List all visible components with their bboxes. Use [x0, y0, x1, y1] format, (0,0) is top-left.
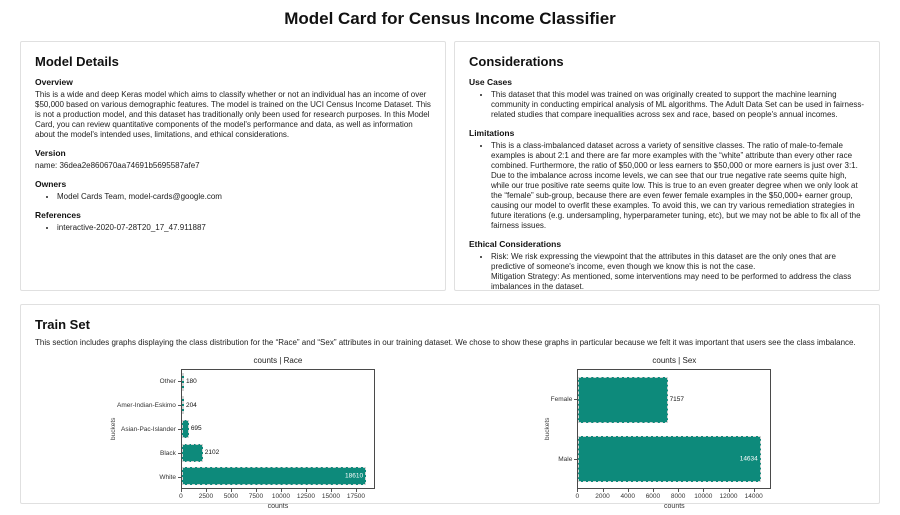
charts-row — [35, 355, 865, 510]
train-set-description: This section includes graphs displaying the class distribution for the “Race” and “Sex” attributes in our training dataset. We chose to show these graphs in particular because we felt it was important that users see the class imbalance. — [35, 338, 856, 347]
bar — [182, 396, 184, 414]
bullet-item — [491, 252, 865, 292]
chart-title: counts | Race — [253, 356, 303, 365]
bullet-line: • interactive-2020-07-28T20_17_47.911887 — [57, 223, 206, 232]
x-tick-label: 7500 — [248, 493, 264, 500]
considerations-title: Considerations — [469, 54, 564, 69]
subsection-heading: Use Cases — [469, 77, 513, 87]
x-axis-ticks — [577, 489, 771, 502]
bar-band — [182, 417, 374, 441]
chart-title: counts | Sex — [652, 356, 697, 365]
model-details-panel — [20, 41, 446, 291]
x-tick-label: 12500 — [296, 493, 315, 500]
bullet-line: • This dataset that this model was trained on was originally created to support the machine learning community in conducting empirical analysis of ML algorithms. The Adult Data Set can be used in fairness-related studies that compare inequalities across sex and race, based on people's annual incomes. — [491, 90, 865, 119]
subsection-heading: Overview — [35, 77, 73, 87]
train-set-title: Train Set — [35, 317, 90, 332]
plot-area — [577, 369, 771, 489]
bullet-item — [491, 141, 865, 231]
y-axis-category-labels — [551, 369, 578, 489]
x-tick-mark — [231, 489, 232, 492]
bullet-item — [57, 223, 431, 233]
category-label-row — [117, 417, 181, 441]
bullet-line: • This is a class-imbalanced dataset across a variety of sensitive classes. The ratio of male-to-female examples is about 2:1 and there are far more examples with the “white” attribute than every other race combined. Furthermore, the ratio of $50,000 or less earners to $50,000 or more earners is just over 3:1. Due to the imbalance across income levels, we can see that our true negative rate seems quite high, while our true positive rate seems quite low. This is true to an even greater degree when we only look at the “female” sub-group, because there are even fewer female examples in the $50,000+ earner group, causing our model to overfit these examples. To avoid this, we can try various remediation strategies in future iterations (e.g. undersampling, hyperparameter tuning, etc), but we may not be able to fix all of the fairness issues. — [491, 141, 861, 230]
category-label: Amer-Indian-Eskimo — [117, 401, 176, 409]
x-tick-mark — [653, 489, 654, 492]
bullet-item — [57, 192, 431, 202]
considerations-sections — [469, 77, 865, 292]
x-axis-ticks — [181, 489, 375, 502]
y-axis-label: buckets — [110, 417, 118, 441]
bullet-list — [35, 192, 431, 202]
x-tick-mark — [306, 489, 307, 492]
bar-band — [182, 370, 374, 394]
bar-band — [182, 394, 374, 418]
x-tick-label: 15000 — [321, 493, 340, 500]
chart-main — [577, 355, 771, 510]
bar-band — [578, 429, 770, 488]
bullet-list — [35, 223, 431, 233]
bar-value-label: 695 — [190, 425, 202, 433]
x-tick-label: 17500 — [346, 493, 365, 500]
category-label: Female — [550, 395, 573, 403]
bullet-list — [469, 141, 865, 231]
x-tick-mark — [678, 489, 679, 492]
bar-value-label: 7157 — [669, 396, 685, 403]
category-label-row — [117, 465, 181, 489]
x-tick-mark — [181, 489, 182, 492]
x-tick-label: 0 — [179, 493, 183, 500]
bar-value-label: 180 — [185, 378, 197, 386]
category-label-row — [117, 441, 181, 465]
bar-band — [182, 441, 374, 465]
category-label: White — [159, 473, 176, 481]
x-tick-mark — [356, 489, 357, 492]
x-axis-label: counts — [267, 503, 289, 510]
race-distribution-chart — [110, 355, 375, 510]
x-tick-mark — [703, 489, 704, 492]
bar-band — [182, 464, 374, 488]
subsection-heading: Ethical Considerations — [469, 239, 562, 249]
model-details-sections — [35, 77, 431, 233]
x-tick-mark — [603, 489, 604, 492]
x-tick-label: 12000 — [719, 493, 738, 500]
sex-distribution-chart — [544, 355, 772, 510]
x-axis-label: counts — [664, 503, 685, 510]
bullet-item — [491, 90, 865, 120]
top-panels-row — [20, 41, 880, 291]
x-tick-mark — [577, 489, 578, 492]
x-tick-mark — [206, 489, 207, 492]
plot-area — [181, 369, 375, 489]
bar — [182, 444, 203, 462]
x-tick-label: 14000 — [744, 493, 763, 500]
x-tick-label: 2000 — [595, 493, 610, 500]
sex-chart-cell — [450, 355, 865, 510]
x-tick-mark — [729, 489, 730, 492]
category-label-row — [117, 393, 181, 417]
bar — [182, 373, 184, 391]
bullet-list — [469, 90, 865, 120]
category-label: Black — [160, 449, 176, 457]
x-tick-label: 5000 — [223, 493, 239, 500]
x-tick-mark — [331, 489, 332, 492]
considerations-panel — [454, 41, 880, 291]
x-tick-mark — [628, 489, 629, 492]
subsection-heading: Version — [35, 148, 66, 158]
subsection-heading: Limitations — [469, 128, 515, 138]
category-label-row — [551, 369, 578, 429]
model-details-title: Model Details — [35, 54, 119, 69]
bar-value-label: 204 — [185, 401, 197, 409]
bar-value-label: 14634 — [739, 455, 758, 462]
x-tick-label: 10000 — [694, 493, 713, 500]
x-tick-label: 0 — [575, 493, 580, 500]
category-label-row — [551, 429, 578, 489]
x-tick-label: 4000 — [620, 493, 635, 500]
bar — [578, 436, 760, 482]
x-tick-label: 6000 — [645, 493, 661, 500]
bullet-line: • Model Cards Team, model-cards@google.com — [57, 192, 222, 201]
bar — [578, 377, 667, 423]
bar-band — [578, 370, 770, 429]
bullet-list — [469, 252, 865, 292]
train-set-panel — [20, 304, 880, 510]
chart-main — [181, 355, 375, 510]
paragraph: name: 36dea2e860670aa74691b5695587afe7 — [35, 161, 200, 170]
bullet-line: • Risk: We risk expressing the viewpoint that the attributes in this dataset are the only ones that are predictive of someone's income, even though we know this is not the case. — [491, 252, 836, 271]
bar — [182, 420, 189, 438]
bar-value-label: 2102 — [204, 449, 220, 457]
bullet-line: Mitigation Strategy: As mentioned, some interventions may need to be performed to address the class imbalances in the dataset. — [491, 272, 852, 291]
category-label-row — [117, 369, 181, 393]
bar — [182, 467, 366, 485]
bar-value-label: 18610 — [345, 472, 364, 480]
category-label: Male — [558, 455, 573, 463]
category-label: Other — [159, 377, 176, 385]
x-tick-label: 8000 — [670, 493, 686, 500]
page-title: Model Card for Census Income Classifier — [284, 9, 616, 28]
race-chart-cell — [35, 355, 450, 510]
x-tick-label: 10000 — [271, 493, 290, 500]
y-axis-label: buckets — [543, 417, 551, 441]
category-label: Asian-Pac-Islander — [121, 425, 176, 433]
x-tick-mark — [754, 489, 755, 492]
x-tick-label: 2500 — [198, 493, 214, 500]
subsection-heading: Owners — [35, 179, 67, 189]
paragraph: This is a wide and deep Keras model which aims to classify whether or not an individual has an income of over $50,000 based on various demographic features. The model is trained on the UCI Census Income Dataset. This is not a production model, and this dataset has traditionally only been used for research purposes. In this Model Card, you can review quantitative components of the model's performance and data, as well as information about the model's intended uses, limitations, and ethical considerations. — [35, 90, 431, 139]
x-tick-mark — [256, 489, 257, 492]
y-axis-category-labels — [117, 369, 181, 489]
subsection-heading: References — [35, 210, 81, 220]
x-tick-mark — [281, 489, 282, 492]
